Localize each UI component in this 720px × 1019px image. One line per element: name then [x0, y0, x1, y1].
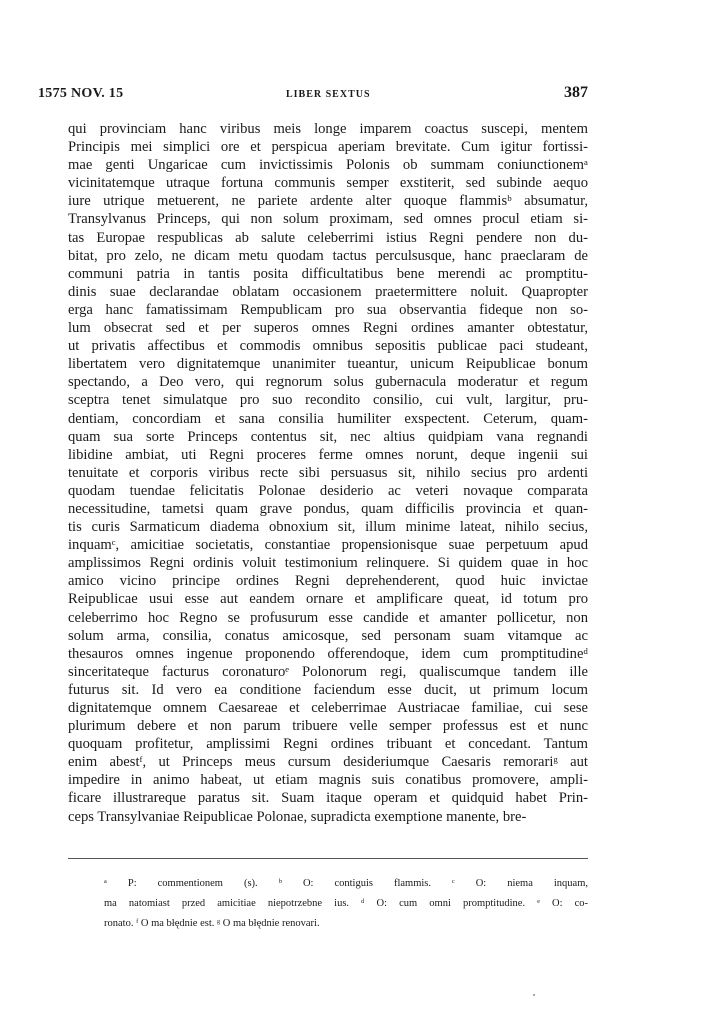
text-line: lum obsecrat sed et per superos omnes Regni ordines amanter obtestatur, — [68, 320, 588, 337]
text-line: impedire in animo habeat, ut etiam magnis suis conatibus promovere, ampli- — [68, 772, 588, 789]
text-line: sceptra tenet simulatque pro suo recondito consilio, cui vult, largitur, pru- — [68, 392, 588, 409]
text-line: ut privatis affectibus et commodis omnibus sepositis publicae paci studeant, — [68, 338, 588, 355]
text-line: enim abestᶠ, ut Princeps meus cursum desideriumque Caesaris remorariᵍ aut — [68, 754, 588, 771]
text-line: futurus sit. Id vero ea conditione faciendum esse ducit, ut primum locum — [68, 681, 588, 698]
text-line: libertatem vero dignitatemque unanimiter tueantur, unicum Reipublicae bonum — [68, 356, 588, 373]
text-line: solum arma, consilia, conatus amicosque, sed personam suam vitamque ac — [68, 627, 588, 644]
footnote-line: ᵃ P: commentionem (s). ᵇ O: contiguis flammis. ᶜ O: niema inquam, — [104, 878, 588, 889]
text-line: bitat, pro zelo, ne dicam metu quodam tactus perculsusque, hanc praeclaram de — [68, 247, 588, 264]
text-line: mae genti Ungaricae cum invictissimis Polonis ob summam coniunctionemᵃ — [68, 157, 588, 174]
text-line: libidine ambiat, uti Regni proceres ferme omnes norunt, deque ingenii sui — [68, 446, 588, 463]
page-speck — [533, 994, 535, 996]
text-line: tas Europae respublicas ab salute celeberrimi istius Regni pendere non du- — [68, 229, 588, 246]
text-line: ficare illustrareque paratus sit. Suam itaque operam et quidquid habet Prin- — [68, 790, 588, 807]
text-line: Principis mei simplici ore et perspicua aperiam brevitate. Cum igitur fortissi- — [68, 139, 588, 156]
text-line: qui provinciam hanc viribus meis longe imparem coactus suscepi, mentem — [68, 121, 588, 137]
footnote-divider — [68, 858, 588, 859]
text-line: inquamᶜ, amicitiae societatis, constantiae propensionisque suae perpetuum apud — [68, 537, 588, 554]
footnote-line: ma natomiast przed amicitiae niepotrzebne ius. ᵈ O: cum omni promptitudine. ᵉ O: co- — [104, 898, 588, 909]
text-line: vicinitatemque utraque fortuna communis semper exstiterit, sed subinde aequo — [68, 175, 588, 192]
footnote-line: ronato. ᶠ O ma błędnie est. ᵍ O ma błędnie renovari. — [104, 918, 320, 929]
text-line: amico vicino principe ordines Regni deprehenderent, quod huic invictae — [68, 573, 588, 590]
text-line: dignitatemque omnem Caesareae et celeberrimae Austriacae familiae, cui sese — [68, 700, 588, 716]
text-line: quam sua sorte Princeps contentus sit, nec altius quidpiam vana regnandi — [68, 428, 588, 445]
text-line: ceps Transylvaniae Reipublicae Polonae, supradicta exemptione manente, bre- — [68, 808, 527, 825]
text-line: iure utrique metuerent, ne pariete ardente alter quoque flammisᵇ absumatur, — [68, 193, 588, 210]
main-text — [68, 120, 588, 826]
running-head — [38, 84, 590, 106]
date-heading: 1575 NOV. 15 — [38, 86, 124, 101]
text-line: quodam tuendae felicitatis Polonae desiderio ac veteri novaque comparata — [68, 482, 588, 499]
text-line: plurimum debere et non parum tribuere velle semper professus est et nunc — [68, 718, 588, 735]
page-number: 387 — [564, 84, 588, 101]
text-line: amplissimos Regni ordinis voluit testimonium relinquere. Si quidem quae in hoc — [68, 555, 588, 572]
book-title-heading: LIBER SEXTUS — [286, 89, 371, 100]
text-line: thesauros omnes ingenue proponendo offerendoque, idem cum promptitudineᵈ — [68, 645, 588, 662]
text-line: spectando, a Deo vero, qui regnorum solus gubernacula moderatur et regum — [68, 374, 588, 391]
text-line: erga hanc famatissimam Rempublicam pro sua observantia fideque non so- — [68, 301, 588, 318]
text-line: dentiam, concordiam et sana consilia humiliter exspectent. Ceterum, quam- — [68, 410, 588, 427]
text-line: Transylvanus Princeps, qui non solum proximam, sed omnes procul etiam si- — [68, 211, 588, 228]
text-line: sinceritateque facturus coronaturoᵉ Polonorum regi, qualiscumque tandem ille — [68, 663, 588, 680]
text-line: necessitudine, tametsi quam grave pondus, quam difficilis provincia et quan- — [68, 500, 588, 517]
text-line: quoquam profitetur, amplissimi Regni ordines tribuant et concedant. Tantum — [68, 736, 588, 753]
footnotes — [104, 874, 588, 934]
text-line: dinis suae declarandae oblatam occasionem praetermittere noluit. Quapropter — [68, 283, 588, 300]
text-line: celeberrimo hoc Regno se profusurum esse candide et amanter pollicetur, non — [68, 609, 588, 626]
text-line: Reipublicae usui esse aut eandem ornare et amplificare queat, id totum pro — [68, 591, 588, 608]
text-line: tenuitate et corporis viribus recte sibi persuasus sit, nihilo secius pro ardenti — [68, 464, 588, 481]
text-line: tis curis Sarmaticum diadema obnoxium sit, illum minime lateat, nihilo secius, — [68, 519, 588, 536]
text-line: communi patria in tantis posita difficultatibus bene merendi ac promptitu- — [68, 265, 588, 282]
